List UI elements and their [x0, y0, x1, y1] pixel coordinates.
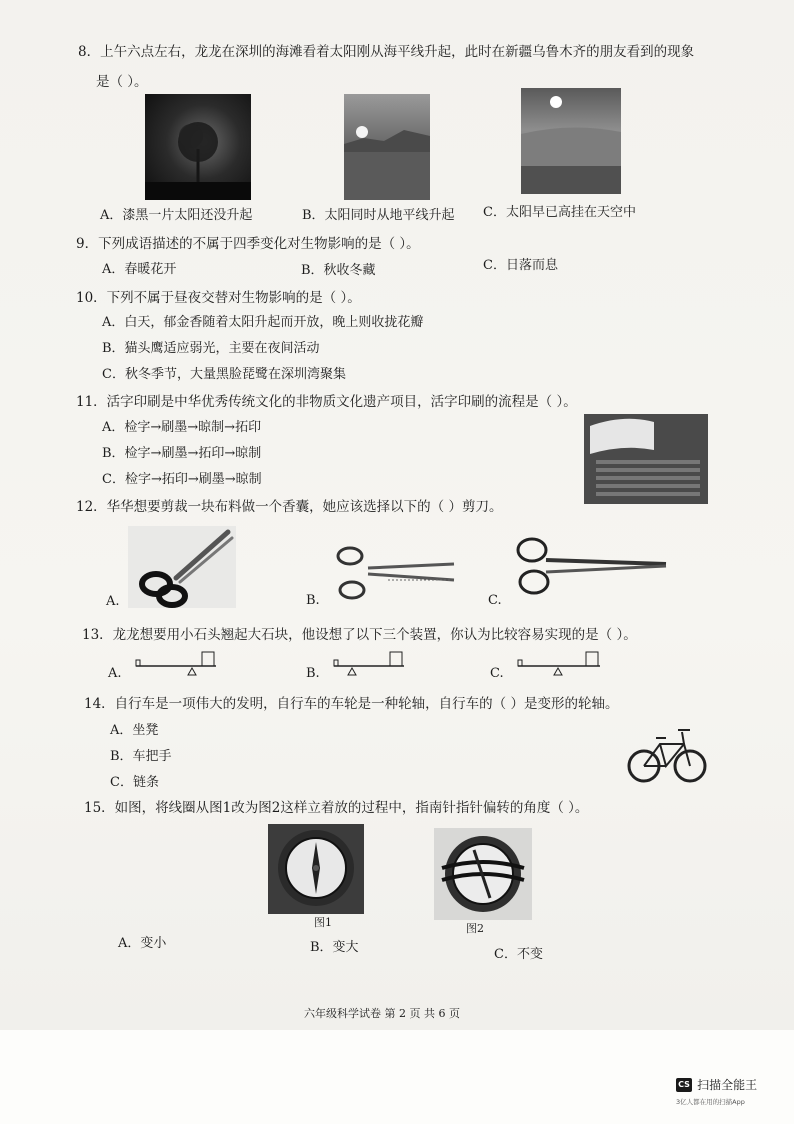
q15-fig1-caption: 图1: [314, 916, 332, 929]
q10-option-b: B．猫头鹰适应弱光，主要在夜间活动: [102, 341, 320, 356]
q13-lever-a-diagram: [132, 650, 218, 678]
q11-option-c: C．检字→拓印→刷墨→晾制: [102, 472, 262, 487]
q10-option-a: A．白天，郁金香随着太阳升起而开放，晚上则收拢花瓣: [102, 315, 424, 330]
q13-option-c: C.: [490, 666, 504, 681]
q14-option-b: B．车把手: [110, 749, 172, 764]
q15-compass-fig2-image: [434, 828, 532, 920]
q11-option-a: A．检字→刷墨→晾制→拓印: [102, 420, 262, 435]
q8-option-a: A．漆黑一片太阳还没升起: [100, 208, 253, 223]
q15-option-a: A．变小: [118, 936, 167, 951]
q12-thinning-scissors-image: [328, 540, 458, 606]
q15-option-b: B．变大: [310, 940, 359, 955]
q9-stem: 9．下列成语描述的不属于四季变化对生物影响的是（ ）。: [76, 236, 420, 252]
scanner-brand-name: 扫描全能王: [697, 1078, 758, 1092]
q13-option-b: B.: [306, 666, 320, 681]
q8-night-tree-photo: [145, 94, 251, 200]
q8-sunrise-horizon-photo: [344, 94, 430, 200]
q12-straight-scissors-image: [510, 534, 670, 598]
q8-stem-line2: 是（ ）。: [96, 74, 148, 90]
q11-movable-type-photo: [584, 414, 708, 504]
q14-option-a: A．坐凳: [110, 723, 159, 738]
q11-stem: 11．活字印刷是中华优秀传统文化的非物质文化遗产项目，活字印刷的流程是（ ）。: [76, 394, 577, 410]
page-footer: 六年级科学试卷 第 2 页 共 6 页: [304, 1007, 460, 1020]
q10-stem: 10．下列不属于昼夜交替对生物影响的是（ ）。: [76, 290, 361, 306]
q13-lever-b-diagram: [330, 650, 406, 678]
q12-stem: 12．华华想要剪裁一块布料做一个香囊，她应该选择以下的（ ）剪刀。: [76, 499, 503, 515]
q8-stem-line1: 8．上午六点左右，龙龙在深圳的海滩看着太阳刚从海平线升起，此时在新疆乌鲁木齐的朋友看到的现象: [78, 44, 695, 60]
q14-stem: 14．自行车是一项伟大的发明，自行车的车轮是一种轮轴，自行车的（ ）是变形的轮轴。: [84, 696, 619, 712]
q11-option-b: B．检字→刷墨→拓印→晾制: [102, 446, 262, 461]
q12-option-a: A.: [106, 594, 120, 609]
q13-stem: 13．龙龙想要用小石头翘起大石块，他设想了以下三个装置，你认为比较容易实现的是（ ）。: [82, 627, 637, 643]
q14-option-c: C．链条: [110, 775, 159, 790]
q12-option-b: B.: [306, 593, 320, 608]
q15-option-c: C．不变: [494, 947, 543, 962]
q13-option-a: A.: [108, 666, 122, 681]
q10-option-c: C．秋冬季节，大量黑脸琵鹭在深圳湾聚集: [102, 367, 346, 382]
q8-option-b: B．太阳同时从地平线升起: [302, 208, 455, 223]
scanner-logo-icon: CS: [676, 1078, 692, 1092]
q12-option-c: C.: [488, 593, 502, 608]
q8-option-c: C．太阳早已高挂在天空中: [483, 205, 636, 220]
q15-stem: 15．如图，将线圈从图1改为图2这样立着放的过程中，指南针指针偏转的角度（ ）。: [84, 800, 589, 816]
scanner-tagline: 3亿人都在用的扫描App: [676, 1098, 745, 1106]
scanner-watermark: [676, 1074, 776, 1106]
q14-bicycle-image: [626, 722, 708, 788]
q13-lever-c-diagram: [514, 650, 602, 678]
q15-fig2-caption: 图2: [466, 922, 484, 935]
q12-fabric-scissors-image: [128, 526, 236, 608]
q9-option-c: C．日落而息: [483, 258, 558, 273]
q15-compass-fig1-image: [268, 824, 364, 914]
q8-sun-high-sky-photo: [521, 88, 621, 194]
q9-option-b: B．秋收冬藏: [301, 263, 376, 278]
q9-option-a: A．春暖花开: [102, 262, 177, 277]
